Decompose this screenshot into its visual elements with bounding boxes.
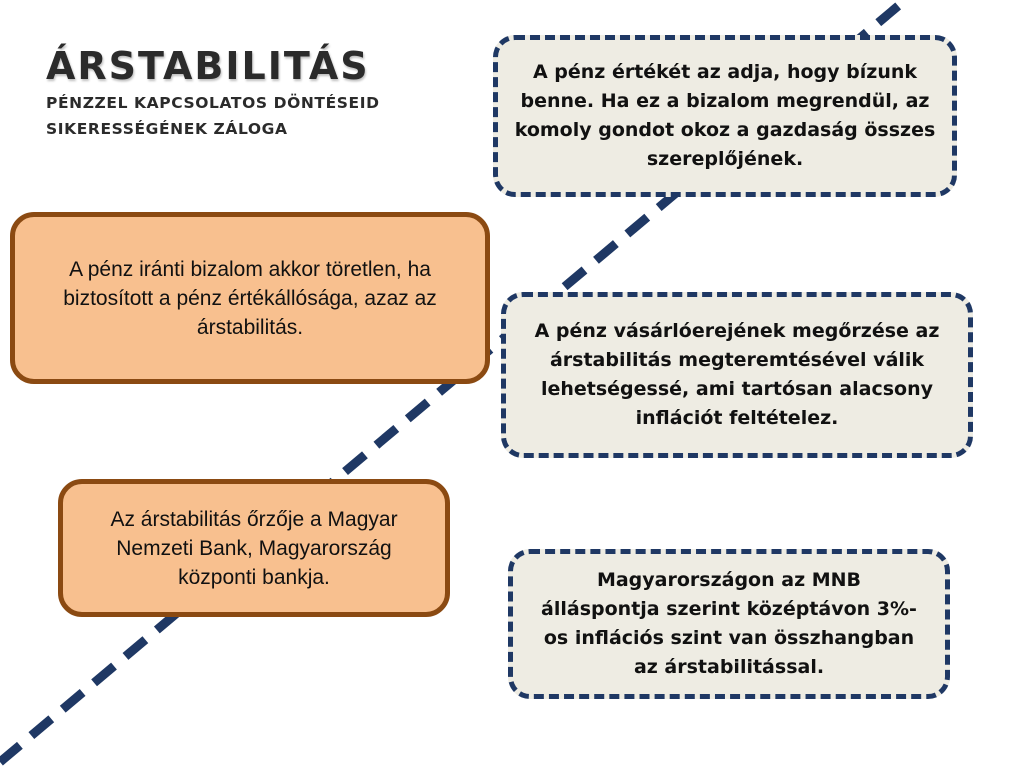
page-title: ÁRSTABILITÁS [46, 44, 370, 88]
info-box-text: A pénz vásárlóerejének megőrzése az árstabilitás megteremtésével válik lehetségessé, ami tartósan alacsony inflációt feltételez. [534, 320, 940, 429]
header [46, 44, 380, 140]
info-box-text: A pénz értékét az adja, hogy bízunk benne. Ha ez a bizalom megrendül, az komoly gondot okoz a gazdaság összes szereplőjének. [514, 61, 936, 170]
page-subtitle-line2: SIKERESSÉGÉNEK ZÁLOGA [46, 120, 288, 138]
info-box-purchasing-power [501, 292, 973, 458]
page-subtitle-line1: PÉNZZEL KAPCSOLATOS DÖNTÉSEID [46, 94, 380, 112]
info-box-inflation-target [508, 549, 950, 699]
info-box-text: Magyarországon az MNB álláspontja szerint középtávon 3%-os inflációs szint van összhangban az árstabilitással. [541, 569, 917, 678]
info-box-confidence [10, 212, 490, 384]
info-box-mnb-guardian [58, 479, 450, 617]
info-box-text: Az árstabilitás őrzője a Magyar Nemzeti Bank, Magyarország központi bankja. [110, 507, 398, 589]
info-box-text: A pénz iránti bizalom akkor töretlen, ha biztosított a pénz értékállósága, azaz az árstabilitás. [63, 257, 437, 339]
info-box-trust [493, 35, 957, 197]
